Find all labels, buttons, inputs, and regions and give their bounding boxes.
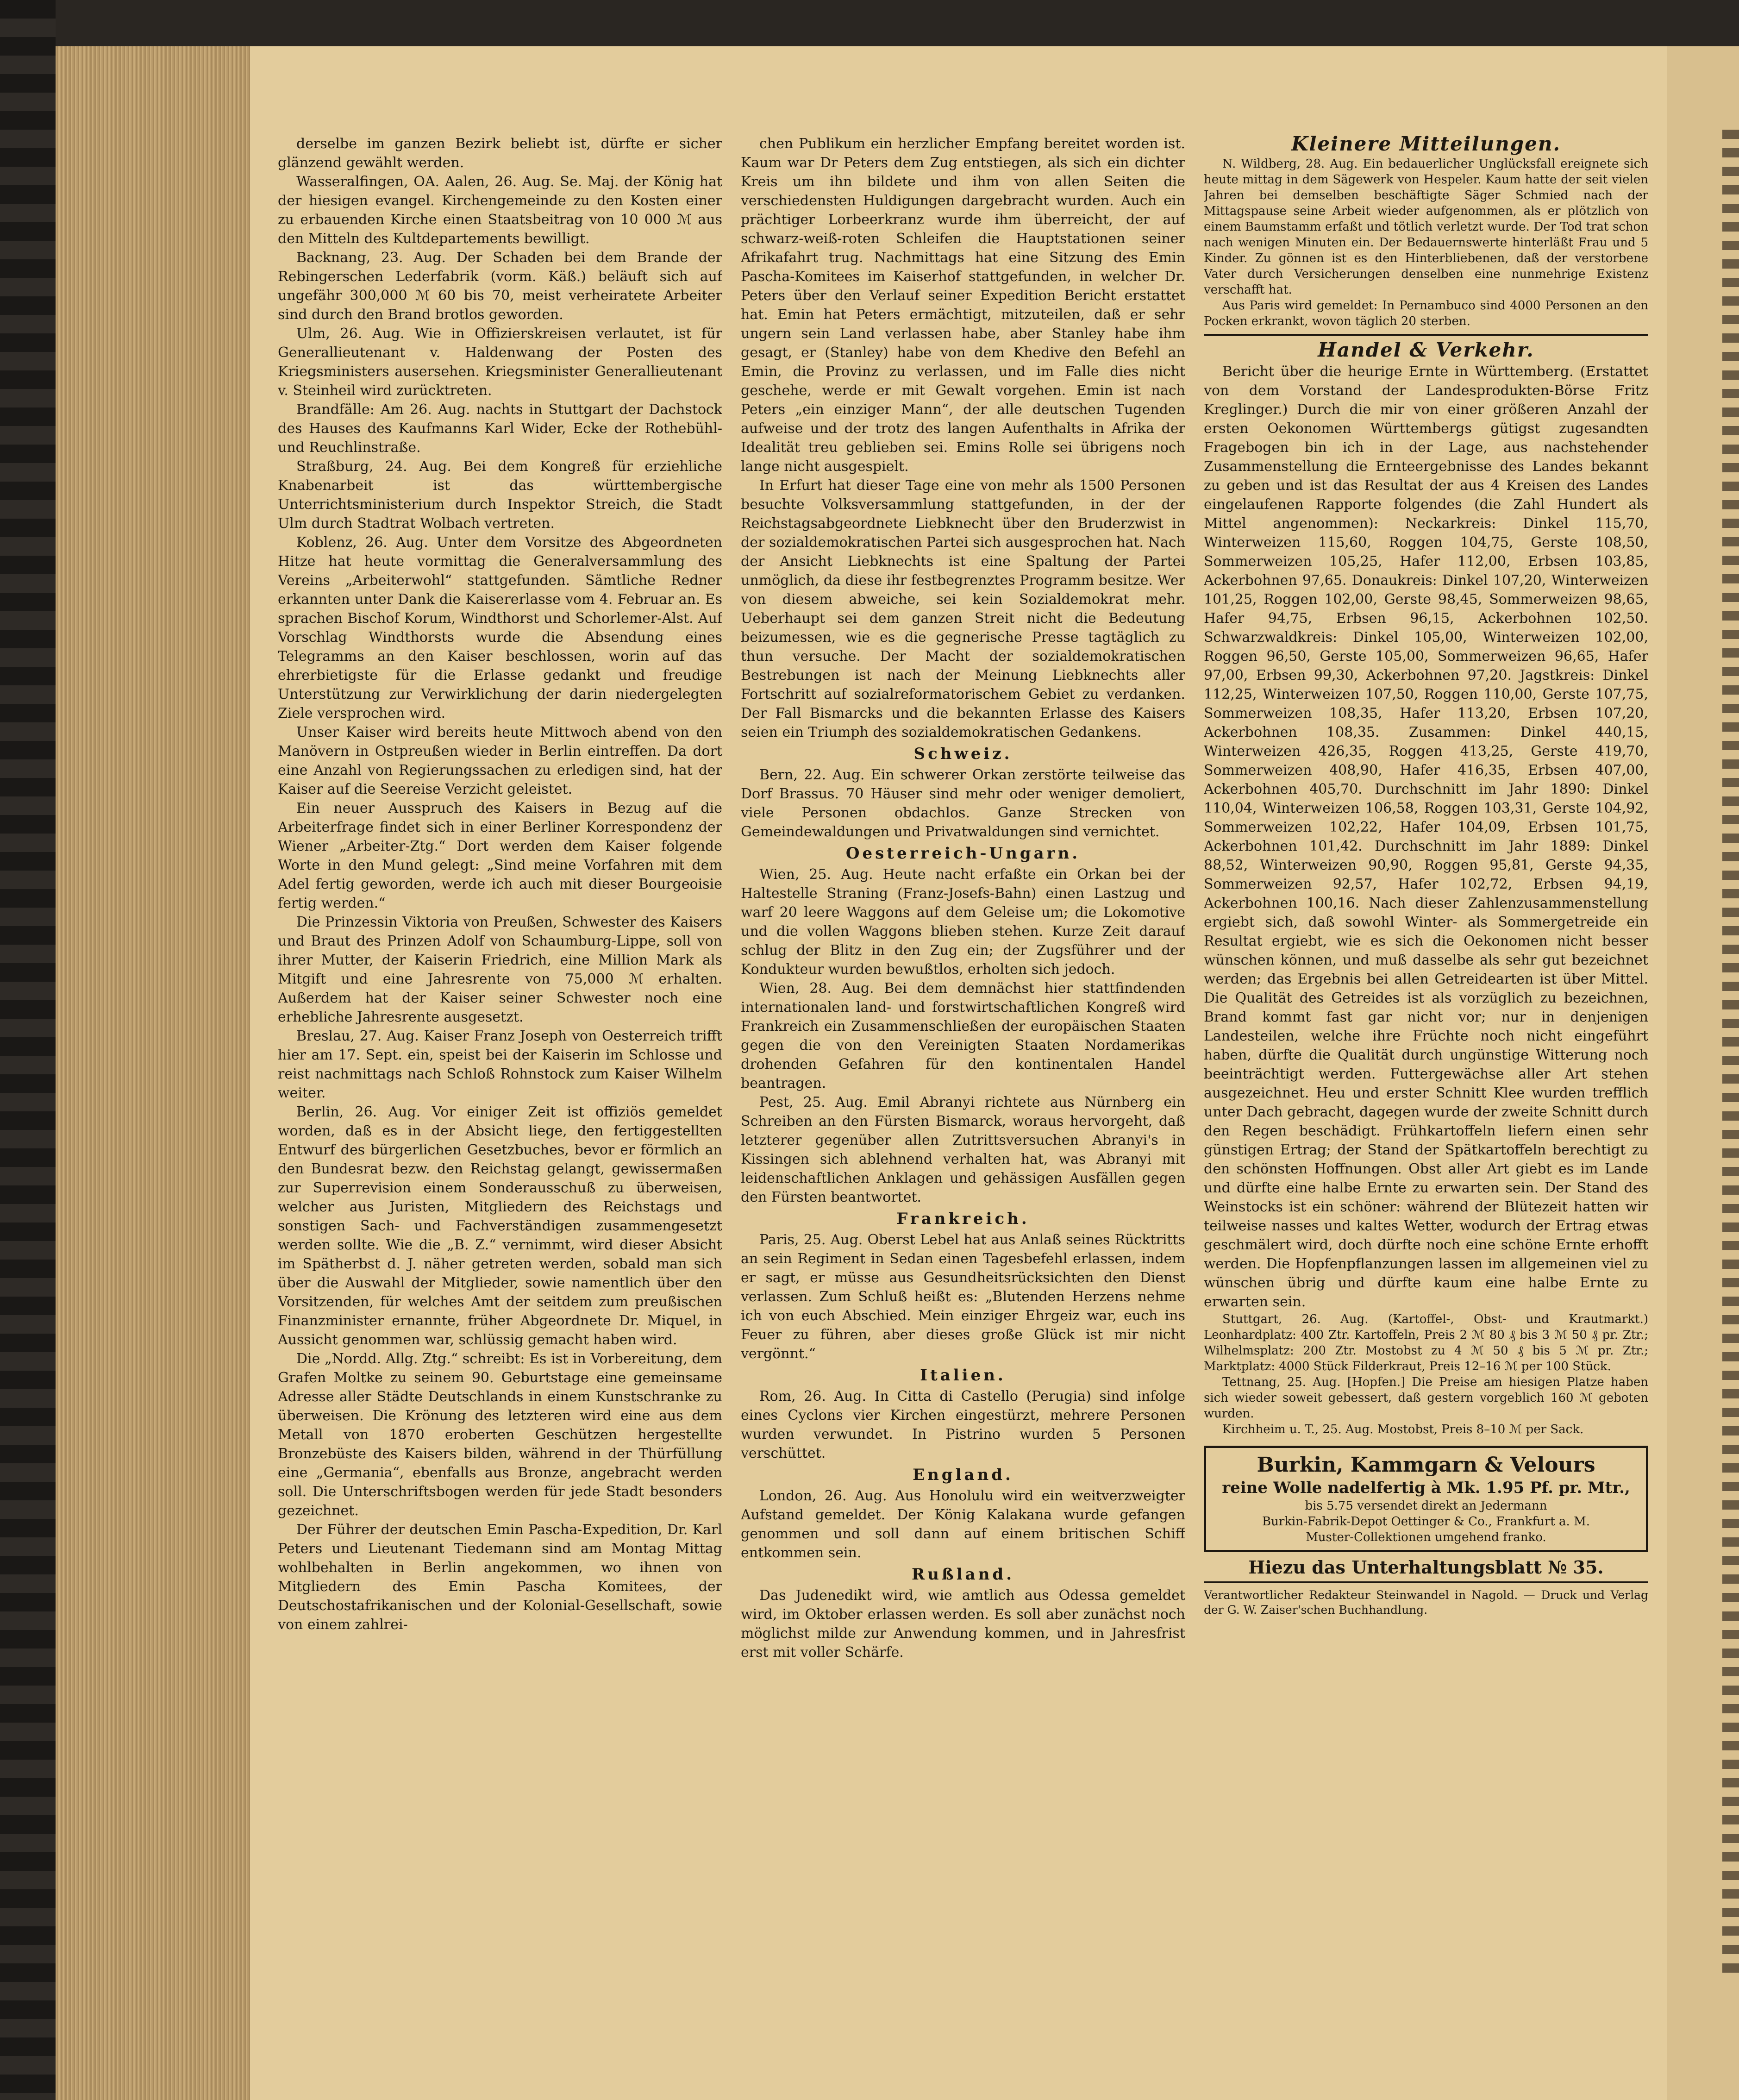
news-item: Koblenz, 26. Aug. Unter dem Vorsitze des Abgeordneten Hitze hat heute vormittag die Generalversammlung des Vereins „Arbeiterwohl“ stattgefunden. Sämtliche Redner erkannten unter Dank die Kaisererlasse vom 4. Februar an. Es sprachen Bischof Korum, Windthorst und Schorlemer-Alst. Auf Vorschlag Windthorsts wurde die Absendung eines Telegramms an den Kaiser beschlossen, worin auf das ehrerbietigste für die Erlasse gedankt und freudige Unterstützung zur Verwirklichung der darin niedergelegten Ziele versprochen wird. [278, 534, 722, 721]
news-item: Wien, 28. Aug. Bei dem demnächst hier stattfindenden internationalen land- und forstwirtschaftlichen Kongreß wird Frankreich ein Zusammenschließen der europäischen Staaten gegen die von den Vereinigten Staaten Nordamerikas drohenden Gefahren für den kontinentalen Handel beantragen. [741, 980, 1185, 1091]
news-item: Rom, 26. Aug. In Citta di Castello (Perugia) sind infolge eines Cyclons vier Kirchen eingestürzt, mehrere Personen wurden verwundet. In Pistrino wurden 5 Personen verschüttet. [741, 1388, 1185, 1461]
news-item: Backnang, 23. Aug. Der Schaden bei dem Brande der Rebingerschen Lederfabrik (vorm. Käß.) beläuft sich auf ungefähr 300,000 ℳ 60 bis 70, meist verheiratete Arbeiter sind durch den Brand brotlos geworden. [278, 250, 722, 323]
column-1 [278, 134, 722, 2063]
section-heading: Oesterreich-Ungarn. [845, 844, 1081, 863]
news-item: Unser Kaiser wird bereits heute Mittwoch abend von den Manövern in Ostpreußen wieder in Berlin eintreffen. Da dort eine Anzahl von Regierungssachen zu erledigen sind, hat der Kaiser auf die Seereise Verzicht geleistet. [278, 724, 722, 797]
news-item: Wien, 25. Aug. Heute nacht erfaßte ein Orkan bei der Haltestelle Straning (Franz-Josefs-Bahn) einen Lastzug und warf 20 leere Waggons auf dem Geleise um; die Lokomotive und die vollen Waggons blieben stehen. Kurze Zeit darauf schlug der Blitz in den Zug ein; der Zugsführer und der Kondukteur wurden bewußtlos, erholten sich jedoch. [741, 866, 1185, 978]
news-item: derselbe im ganzen Bezirk beliebt ist, dürfte er sicher glänzend gewählt werden. [278, 136, 722, 171]
news-item: chen Publikum ein herzlicher Empfang bereitet worden ist. Kaum war Dr Peters dem Zug entstiegen, als sich ein dichter Kreis um ihn bildete und ihm von allen Seiten die verschiedensten Huldigungen dargebracht wurden. Auch ein prächtiger Lorbeerkranz wurde ihm überreicht, der auf schwarz-weiß-roten Schleifen die Hauptstationen seiner Afrikafahrt trug. Nachmittags hat eine Sitzung des Emin Pascha-Komitees im Kaiserhof stattgefunden, in welcher Dr. Peters über den Verlauf seiner Expedition Bericht erstattet hat. Emin hat Peters ermächtigt, mitzuteilen, daß er sehr ungern sein Land verlassen habe, aber Stanley habe ihm gesagt, er (Stanley) habe von dem Khedive den Befehl an Emin, die Provinz zu verlassen, und im Falle dies nicht geschehe, werde er mit Gewalt vorgehen. Emin ist nach Peters „ein einziger Mann“, der alle deutschen Tugenden aufweise und der trotz des langen Aufenthalts in Afrika der Idealität treu geblieben sei. Emins Rolle sei übrigens noch lange nicht ausgespielt. [741, 136, 1185, 475]
news-item: Die Prinzessin Viktoria von Preußen, Schwester des Kaisers und Braut des Prinzen Adolf von Schaumburg-Lippe, soll von ihrer Mutter, der Kaiserin Friedrich, eine Million Mark als Mitgift und eine Jahresrente von 75,000 ℳ erhalten. Außerdem hat der Kaiser seiner Schwester noch eine erhebliche Jahresrente ausgesetzt. [278, 914, 722, 1025]
news-item: Pest, 25. Aug. Emil Abranyi richtete aus Nürnberg ein Schreiben an den Fürsten Bismarck, woraus hervorgeht, daß letzterer gegenüber allen Zutrittsversuchen Abranyi's in Kissingen sich ablehnend verhalten hat, was Abranyi mit leidenschaftlichen Anklagen und gehässigen Ausfällen gegen den Fürsten beantwortet. [741, 1094, 1185, 1205]
section-heading: Schweiz. [913, 745, 1013, 763]
ad-line: Burkin-Fabrik-Depot Oettinger & Co., Frankfurt a. M. [1262, 1515, 1590, 1529]
ad-line: Muster-Collektionen umgehend franko. [1306, 1530, 1546, 1544]
news-item: Aus Paris wird gemeldet: In Pernambuco sind 4000 Personen an den Pocken erkrankt, wovon täglich 20 sterben. [1204, 299, 1648, 328]
news-item: Berlin, 26. Aug. Vor einiger Zeit ist offiziös gemeldet worden, daß es in der Absicht liege, den fertiggestellten Entwurf des bürgerlichen Gesetzbuches, bevor er förmlich an den Bundesrat bezw. den Reichstag gelangt, gewissermaßen zur Superrevision einem Sonderausschuß zu überweisen, welcher aus Juristen, Mitgliedern des Reichstags und sonstigen Sach- und Fachverständigen zusammengesetzt werden sollte. Wie die „B. Z.“ vernimmt, wird dieser Absicht im Spätherbst d. J. näher getreten werden, sobald man sich über die Auswahl der Mitglieder, sowie namentlich über den Vorsitzenden, für welches Amt der seitdem zum preußischen Finanzminister ernannte, früher Abgeordnete Dr. Miquel, in Aussicht genommen war, schlüssig gemacht haben wird. [278, 1104, 722, 1348]
supplement-notice: Hiezu das Unterhaltungsblatt № 35. [1248, 1557, 1604, 1578]
columns [278, 134, 1648, 2063]
imprint: Verantwortlicher Redakteur Steinwandel in Nagold. — Druck und Verlag der G. W. Zaiser'schen Buchhandlung. [1204, 1588, 1648, 1617]
newspaper-page [250, 46, 1667, 2100]
ad-subtitle: reine Wolle nadelfertig à Mk. 1.95 Pf. pr. Mtr., [1222, 1479, 1630, 1497]
news-item: Das Judenedikt wird, wie amtlich aus Odessa gemeldet wird, im Oktober erlassen werden. Es soll aber zunächst noch möglichst milde zur Anwendung kommen, und in Jahresfrist erst mit voller Schärfe. [741, 1587, 1185, 1661]
news-item: Ulm, 26. Aug. Wie in Offizierskreisen verlautet, ist für Generallieutenant v. Haldenwang der Posten des Kriegsministers ausersehen. Kriegsminister Generallieutenant v. Steinheil wird zurücktreten. [278, 326, 722, 399]
news-item: In Erfurt hat dieser Tage eine von mehr als 1500 Personen besuchte Volksversammlung stattgefunden, in der der Reichstagsabgeordnete Liebknecht über den Bruderzwist in der sozialdemokratischen Partei sich ausgesprochen hat. Nach der Ansicht Liebknechts ist eine Spaltung der Partei unmöglich, da diese ihr festbegrenztes Programm besitze. Wer von diesem abweiche, sei kein Sozialdemokrat mehr. Ueberhaupt sei dem ganzen Streit nicht die Bedeutung beizumessen, wie es die gegnerische Presse tagtäglich zu thun versuche. Der Macht der sozialdemokratischen Bestrebungen ist nach der Meinung Liebknechts aller Fortschritt auf sozialreformatorischem Gebiet zu verdanken. Der Fall Bismarcks und die bekannten Erlasse des Kaisers seien ein Triumph des sozialdemokratischen Gedankens. [741, 477, 1185, 740]
news-item: Breslau, 27. Aug. Kaiser Franz Joseph von Oesterreich trifft hier am 17. Sept. ein, speist bei der Kaiserin im Schlosse und reist nachmittags nach Schloß Rohnstock zum Kaiser Wilhelm weiter. [278, 1028, 722, 1101]
section-heading: Italien. [920, 1366, 1006, 1385]
section-heading: England. [913, 1466, 1013, 1484]
news-item: Ein neuer Ausspruch des Kaisers in Bezug auf die Arbeiterfrage findet sich in einer Berliner Korrespondenz der Wiener „Arbeiter-Ztg.“ Dort werden dem Kaiser folgende Worte in den Mund gelegt: „Sind meine Vorfahren mit dem Adel fertig geworden, werde ich auch mit dieser Bourgeoisie fertig werden.“ [278, 800, 722, 911]
market-item: Tettnang, 25. Aug. [Hopfen.] Die Preise am hiesigen Platze haben sich wieder soweit gebessert, daß gestern vorgeblich 160 ℳ geboten wurden. [1204, 1375, 1648, 1421]
news-item: Der Führer der deutschen Emin Pascha-Expedition, Dr. Karl Peters und Lieutenant Tiedemann sind am Montag Mittag wohlbehalten in Berlin angekommen, wo ihnen von Mitgliedern des Emin Pascha Komitees, der Deutschostafrikanischen und der Kolonial-Gesellschaft, sowie von einem zahlrei- [278, 1522, 722, 1633]
news-item: Brandfälle: Am 26. Aug. nachts in Stuttgart der Dachstock des Hauses des Kaufmanns Karl Wider, Ecke der Rothebühl- und Reuchlinstraße. [278, 401, 722, 456]
section-heading: Rußland. [911, 1565, 1015, 1584]
market-item: Kirchheim u. T., 25. Aug. Mostobst, Preis 8–10 ℳ per Sack. [1222, 1423, 1584, 1436]
news-item: Die „Nordd. Allg. Ztg.“ schreibt: Es ist in Vorbereitung, dem Grafen Moltke zu seinem 90. Geburtstage eine gemeinsame Adresse aller Städte Deutschlands in einem Kunstschranke zu überweisen. Die Krönung des letzteren wird eine aus dem Metall von 1870 eroberten Geschützen hergestellte Bronzebüste des Kaisers bilden, während in der Thürfüllung eine „Germania“, ebenfalls aus Bronze, angebracht werden soll. Die Unterschriftsbogen werden für jede Stadt besonders gezeichnet. [278, 1351, 722, 1519]
section-heading-kleinere-mitteilungen: Kleinere Mitteilungen. [1291, 134, 1561, 155]
news-item: N. Wildberg, 28. Aug. Ein bedauerlicher Unglücksfall ereignete sich heute mittag in dem Sägewerk von Hespeler. Kaum hatte der seit vielen Jahren bei demselben beschäftigte Säger Schmied nach der Mittagspause seine Arbeit wieder aufgenommen, als er plötzlich von einem Baumstamm erfaßt und tötlich verletzt wurde. Der Tod trat schon nach wenigen Minuten ein. Der Bedauernswerte hinterläßt Frau und 5 Kinder. Zu gönnen ist es den Hinterbliebenen, daß der verstorbene Vater durch Versicherungen denselben eine nunmehrige Existenz verschafft hat. [1204, 157, 1648, 297]
footer-divider [1204, 1581, 1648, 1583]
news-item: Bericht über die heurige Ernte in Württemberg. (Erstattet von dem Vorstand der Landesprodukten-Börse Fritz Kreglinger.) Durch die mir von einer größeren Anzahl der ersten Oekonomen Württembergs gütigst zugesandten Fragebogen bin ich in der Lage, aus nachstehender Zusammenstellung die Ernteergebnisse des Landes bekannt zu geben und ist das Resultat der aus 4 Kreisen des Landes eingelaufenen Rapporte folgendes (die Zahl Hundert als Mittel angenommen): Neckarkreis: Dinkel 115,70, Winterweizen 115,60, Roggen 104,75, Gerste 108,50, Sommerweizen 105,25, Hafer 112,00, Erbsen 103,85, Ackerbohnen 97,65. Donaukreis: Dinkel 107,20, Winterweizen 101,25, Roggen 102,00, Gerste 98,45, Sommerweizen 98,65, Hafer 94,75, Erbsen 96,15, Ackerbohnen 102,50. Schwarzwaldkreis: Dinkel 105,00, Winterweizen 102,00, Roggen 96,50, Gerste 105,00, Sommerweizen 96,65, Hafer 97,00, Erbsen 99,30, Ackerbohnen 97,20. Jagstkreis: Dinkel 112,25, Winterweizen 107,50, Roggen 110,00, Gerste 107,75, Sommerweizen 108,35, Hafer 113,20, Erbsen 107,20, Ackerbohnen 108,35. Zusammen: Dinkel 440,15, Winterweizen 426,35, Roggen 413,25, Gerste 419,70, Sommerweizen 408,90, Hafer 416,35, Erbsen 407,00, Ackerbohnen 405,70. Durchschnitt im Jahr 1890: Dinkel 110,04, Winterweizen 106,58, Roggen 103,31, Gerste 104,92, Sommerweizen 102,22, Hafer 104,09, Erbsen 101,75, Ackerbohnen 101,42. Durchschnitt im Jahr 1889: Dinkel 88,52, Winterweizen 90,90, Roggen 95,81, Gerste 94,35, Sommerweizen 92,57, Hafer 102,72, Erbsen 94,19, Ackerbohnen 100,16. Nach dieser Zahlenzusammenstellung ergiebt sich, daß sowohl Winter- als Sommergetreide ein Resultat ergiebt, wie es sich die Oekonomen nicht besser wünschen können, und muß dasselbe als sehr gut bezeichnet werden; das Ergebnis bei allen Getreidearten ist über Mittel. Die Qualität des Getreides ist als vorzüglich zu bezeichnen, Brand kommt fast gar nicht vor; nur in denjenigen Landesteilen, welche ihre Früchte noch nicht eingeführt haben, dürfte die Qualität durch ungünstige Witterung noch beeinträchtigt werden. Futtergewächse aller Art stehen ausgezeichnet. Heu und erster Schnitt Klee wurden trefflich unter Dach gebracht, dagegen wurde der zweite Schnitt durch den Regen beschädigt. Frühkartoffeln liefern einen sehr günstigen Ertrag; der Stand der Spätkartoffeln berechtigt zu den schönsten Hoffnungen. Obst aller Art giebt es im Lande und dürfte eine halbe Ernte zu erwarten sein. Der Stand des Weinstocks ist ein schöner: während der Blütezeit hatten wir teilweise nasses und kaltes Wetter, wodurch der Ertrag etwas geschmälert wird, doch dürfte noch eine schöne Ernte erhofft werden. Die Hopfenpflanzungen lassen im allgemeinen viel zu wünschen übrig und dürfte kaum eine halbe Ernte zu erwarten sein. [1204, 364, 1648, 1310]
news-item: Paris, 25. Aug. Oberst Lebel hat aus Anlaß seines Rücktritts an sein Regiment in Sedan einen Tagesbefehl erlassen, indem er sagt, er müsse aus Gesundheitsrücksichten den Dienst verlassen. Zum Schluß heißt es: „Blutenden Herzens nehme ich von euch Abschied. Mein einziger Ehrgeiz war, euch ins Feuer zu führen, aber dieses große Glück ist mir nicht vergönnt.“ [741, 1232, 1185, 1362]
section-divider [1204, 334, 1648, 336]
ad-title: Burkin, Kammgarn & Velours [1257, 1453, 1595, 1477]
next-page-border [1722, 130, 1739, 1982]
column-2 [741, 134, 1185, 2063]
ad-line: bis 5.75 versendet direkt an Jedermann [1305, 1499, 1547, 1513]
news-item: London, 26. Aug. Aus Honolulu wird ein weitverzweigter Aufstand gemeldet. Der König Kalakana wurde gefangen genommen und soll dann auf einem britischen Schiff entkommen sein. [741, 1488, 1185, 1561]
news-item: Straßburg, 24. Aug. Bei dem Kongreß für erziehliche Knabenarbeit ist das württembergische Unterrichtsministerium durch Inspektor Streich, die Stadt Ulm durch Stadtrat Wolbach vertreten. [278, 458, 722, 532]
news-item: Wasseralfingen, OA. Aalen, 26. Aug. Se. Maj. der König hat der hiesigen evangel. Kirchengemeinde zu den Kosten einer zu erbauenden Kirche einen Staatsbeitrag von 10 000 ℳ aus den Mitteln des Kultdepartements bewilligt. [278, 174, 722, 247]
market-item: Stuttgart, 26. Aug. (Kartoffel-, Obst- und Krautmarkt.) Leonhardplatz: 400 Ztr. Kartoffeln, Preis 2 ℳ 80 ₰ bis 3 ℳ 50 ₰ pr. Ztr.; Wilhelmsplatz: 200 Ztr. Mostobst zu 4 ℳ 50 ₰ bis 5 ℳ pr. Ztr.; Marktplatz: 4000 Stück Filderkraut, Preis 12–16 ℳ per 100 Stück. [1204, 1312, 1648, 1373]
column-3 [1204, 134, 1648, 2063]
section-heading: Frankreich. [896, 1210, 1030, 1228]
page-edges [56, 46, 250, 2100]
book-binding [0, 0, 56, 2100]
news-item: Bern, 22. Aug. Ein schwerer Orkan zerstörte teilweise das Dorf Brassus. 70 Häuser sind mehr oder weniger demoliert, viele Personen obdachlos. Ganze Strecken von Gemeindewaldungen und Privatwaldungen sind vernichtet. [741, 767, 1185, 840]
advertisement-box [1204, 1446, 1648, 1552]
section-heading-handel-verkehr: Handel & Verkehr. [1318, 339, 1534, 361]
